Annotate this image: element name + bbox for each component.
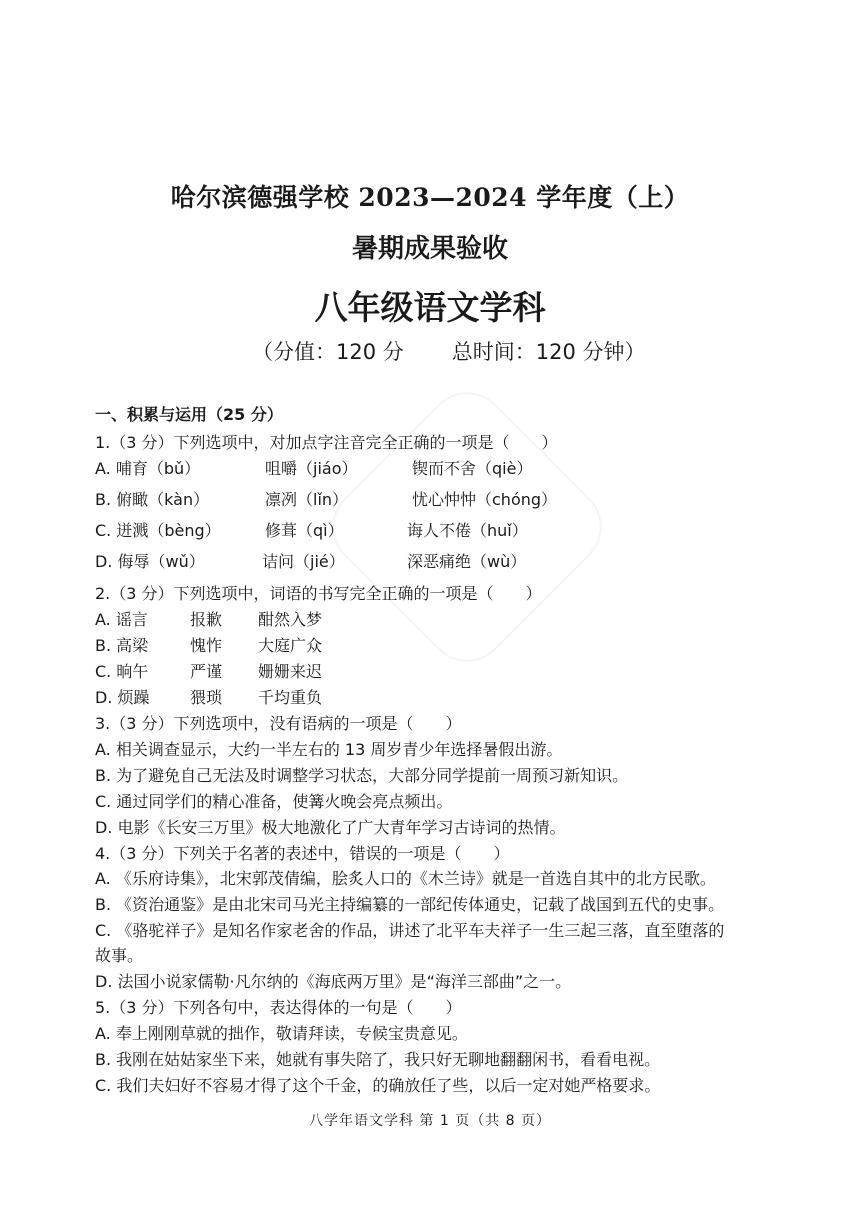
q1-option-c-2: 修葺（qì）	[265, 521, 344, 540]
q2-option-c-1: C. 晌午	[95, 662, 149, 681]
page-footer: 八学年语文学科 第 1 页（共 8 页）	[308, 1113, 552, 1129]
q1-option-c-1: C. 迸溅（bèng）	[95, 521, 221, 540]
q5-option-c: C. 我们夫妇好不容易才得了这个千金，的确放任了些，以后一定对她严格要求。	[95, 1076, 661, 1095]
score-time-line	[252, 336, 646, 366]
q2-option-a-1: A. 谣言	[95, 610, 148, 629]
q1-option-b-1: B. 俯瞰（kàn）	[95, 490, 210, 509]
q2-option-a-3: 酣然入梦	[258, 610, 323, 629]
q1-option-b-2: 凛冽（lǐn）	[265, 490, 349, 509]
total-time: 总时间：120 分钟）	[451, 340, 646, 364]
q1-option-c-3: 诲人不倦（huǐ）	[407, 521, 528, 540]
q1-option-a-1: A. 哺育（bǔ）	[95, 459, 201, 478]
q2-option-b-3: 大庭广众	[258, 636, 323, 655]
q4-option-c: C. 《骆驼祥子》是知名作家老舍的作品，讲述了北平车夫祥子一生三起三落，直至堕落的	[95, 921, 725, 940]
question-3-stem: 3.（3 分）下列选项中，没有语病的一项是（ ）	[95, 714, 462, 733]
q1-option-b-3: 忧心忡忡（chóng）	[412, 490, 558, 509]
exam-subject-title: 八年级语文学科	[314, 288, 546, 327]
q1-option-a-3: 锲而不舍（qiè）	[412, 459, 533, 478]
q2-option-d-2: 猥琐	[190, 688, 223, 707]
exam-school-title: 哈尔滨德强学校 2023—2024 学年度（上）	[170, 183, 690, 212]
q3-option-b: B. 为了避免自己无法及时调整学习状态，大部分同学提前一周预习新知识。	[95, 766, 629, 785]
q1-option-d-3: 深恶痛绝（wù）	[407, 552, 527, 571]
q1-option-a-2: 咀嚼（jiáo）	[265, 459, 358, 478]
q2-option-d-3: 千均重负	[258, 688, 323, 707]
q2-option-c-3: 姗姗来迟	[258, 662, 323, 681]
q2-option-d-1: D. 烦躁	[95, 688, 150, 707]
q4-option-c-continued: 故事。	[95, 946, 144, 965]
q2-option-c-2: 严谨	[190, 662, 223, 681]
q4-option-b: B. 《资治通鉴》是由北宋司马光主持编纂的一部纪传体通史，记载了战国到五代的史事。	[95, 895, 725, 914]
q4-option-a: A. 《乐府诗集》，北宋郭茂倩编，脍炙人口的《木兰诗》就是一首选自其中的北方民歌。	[95, 869, 716, 888]
q3-option-d: D. 电影《长安三万里》极大地激化了广大青年学习古诗词的热情。	[95, 818, 566, 837]
q4-option-d: D. 法国小说家儒勒·凡尔纳的《海底两万里》是“海洋三部曲”之一。	[95, 972, 572, 991]
q2-option-b-2: 愧怍	[190, 636, 223, 655]
q1-option-d-1: D. 侮辱（wǔ）	[95, 552, 205, 571]
question-1-stem: 1.（3 分）下列选项中，对加点字注音完全正确的一项是（ ）	[95, 433, 558, 452]
q5-option-b: B. 我刚在姑姑家坐下来，她就有事失陪了，我只好无聊地翻翻闲书，看看电视。	[95, 1050, 661, 1069]
q2-option-a-2: 报歉	[190, 610, 223, 629]
question-4-stem: 4.（3 分）下列关于名著的表述中，错误的一项是（ ）	[95, 844, 510, 863]
score-value: （分值：120 分	[252, 340, 404, 364]
question-5-stem: 5.（3 分）下列各句中，表达得体的一句是（ ）	[95, 998, 462, 1017]
section-heading: 一、积累与运用（25 分）	[95, 405, 283, 424]
q3-option-c: C. 通过同学们的精心准备，使篝火晚会亮点频出。	[95, 792, 453, 811]
q2-option-b-1: B. 高梁	[95, 636, 149, 655]
question-2-stem: 2.（3 分）下列选项中，词语的书写完全正确的一项是（ ）	[95, 584, 542, 603]
q5-option-a: A. 奉上刚刚草就的拙作，敬请拜读，专候宝贵意见。	[95, 1024, 468, 1043]
q1-option-d-2: 诘问（jié）	[262, 552, 345, 571]
q3-option-a: A. 相关调查显示，大约一半左右的 13 周岁青少年选择暑假出游。	[95, 740, 563, 759]
exam-subtitle: 暑期成果验收	[351, 234, 508, 264]
